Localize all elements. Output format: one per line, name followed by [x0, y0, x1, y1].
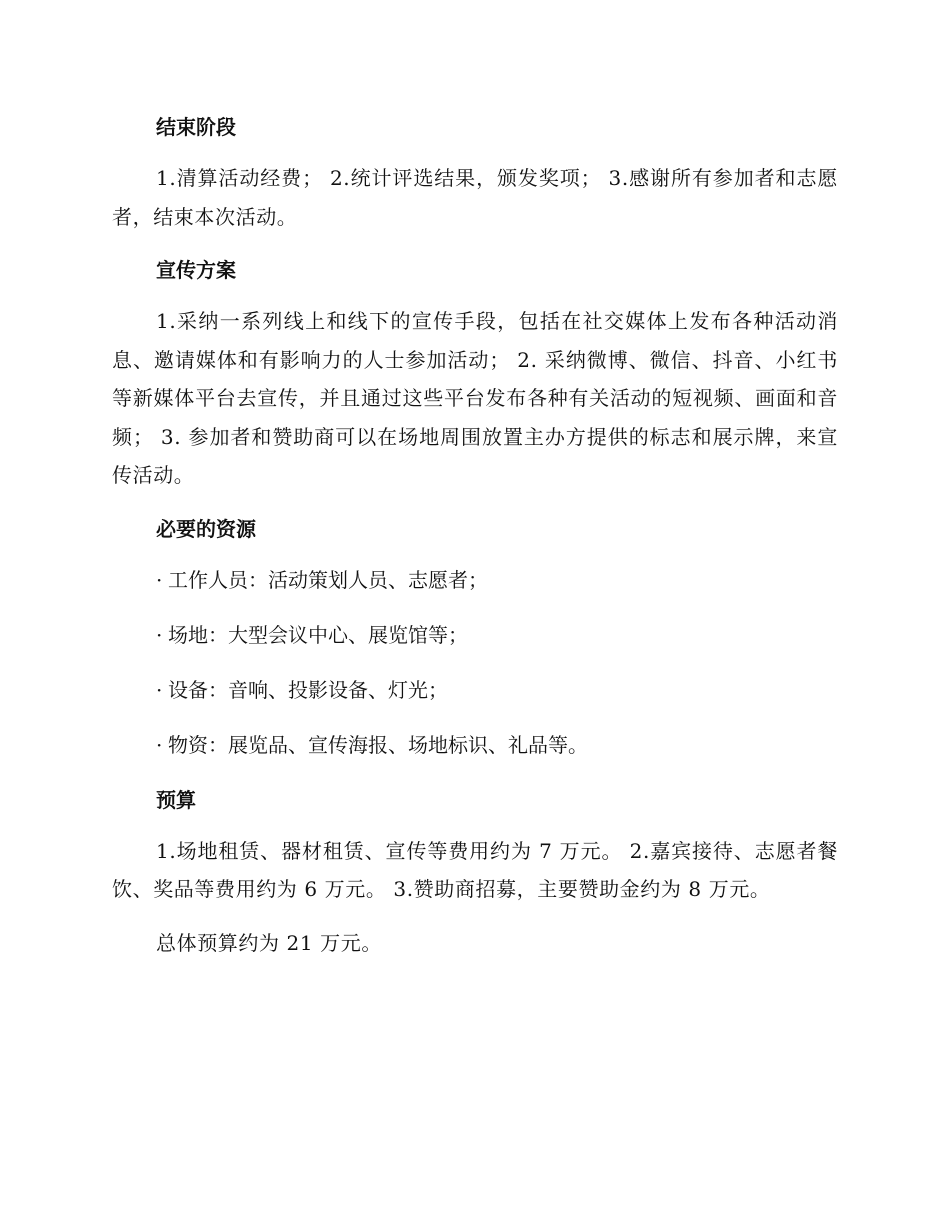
bullet-dot: · [156, 567, 163, 592]
resource-item-staff [112, 561, 838, 599]
bullet-dot: · [156, 622, 163, 647]
resource-item-text: 物资：展览品、宣传海报、场地标识、礼品等。 [168, 732, 588, 757]
bullet-dot: · [156, 677, 163, 702]
budget-total-paragraph: 总体预算约为 21 万元。 [156, 930, 382, 955]
resource-item-materials [112, 726, 838, 764]
resource-item-text: 设备：音响、投影设备、灯光； [168, 677, 448, 702]
section-heading-promotion: 宣传方案 [156, 258, 236, 282]
promotion-paragraph: 1.采纳一系列线上和线下的宣传手段，包括在社交媒体上发布各种活动消息、邀请媒体和有影响力的人士参加活动； 2. 采纳微博、微信、抖音、小红书等新媒体平台去宣传，并且通过这些平台发布各种有关活动的短视频、画面和音频； 3. 参加者和赞助商可以在场地周围放置主办方提供的标志和展示牌，来宣传活动。 [112, 309, 838, 487]
bullet-dot: · [156, 732, 163, 757]
resource-item-venue [112, 616, 838, 654]
resource-item-text: 工作人员：活动策划人员、志愿者； [168, 567, 488, 592]
resource-item-equipment [112, 671, 838, 709]
document-content [112, 108, 838, 977]
budget-paragraph: 1.场地租赁、器材租赁、宣传等费用约为 7 万元。 2.嘉宾接待、志愿者餐饮、奖品等费用约为 6 万元。 3.赞助商招募，主要赞助金约为 8 万元。 [112, 838, 838, 901]
closing-paragraph: 1.清算活动经费； 2.统计评选结果，颁发奖项； 3.感谢所有参加者和志愿者，结束本次活动。 [112, 166, 838, 229]
section-heading-budget: 预算 [156, 787, 196, 812]
section-heading-resources: 必要的资源 [156, 516, 256, 541]
section-heading-closing: 结束阶段 [156, 115, 236, 139]
resource-item-text: 场地：大型会议中心、展览馆等； [168, 622, 468, 647]
